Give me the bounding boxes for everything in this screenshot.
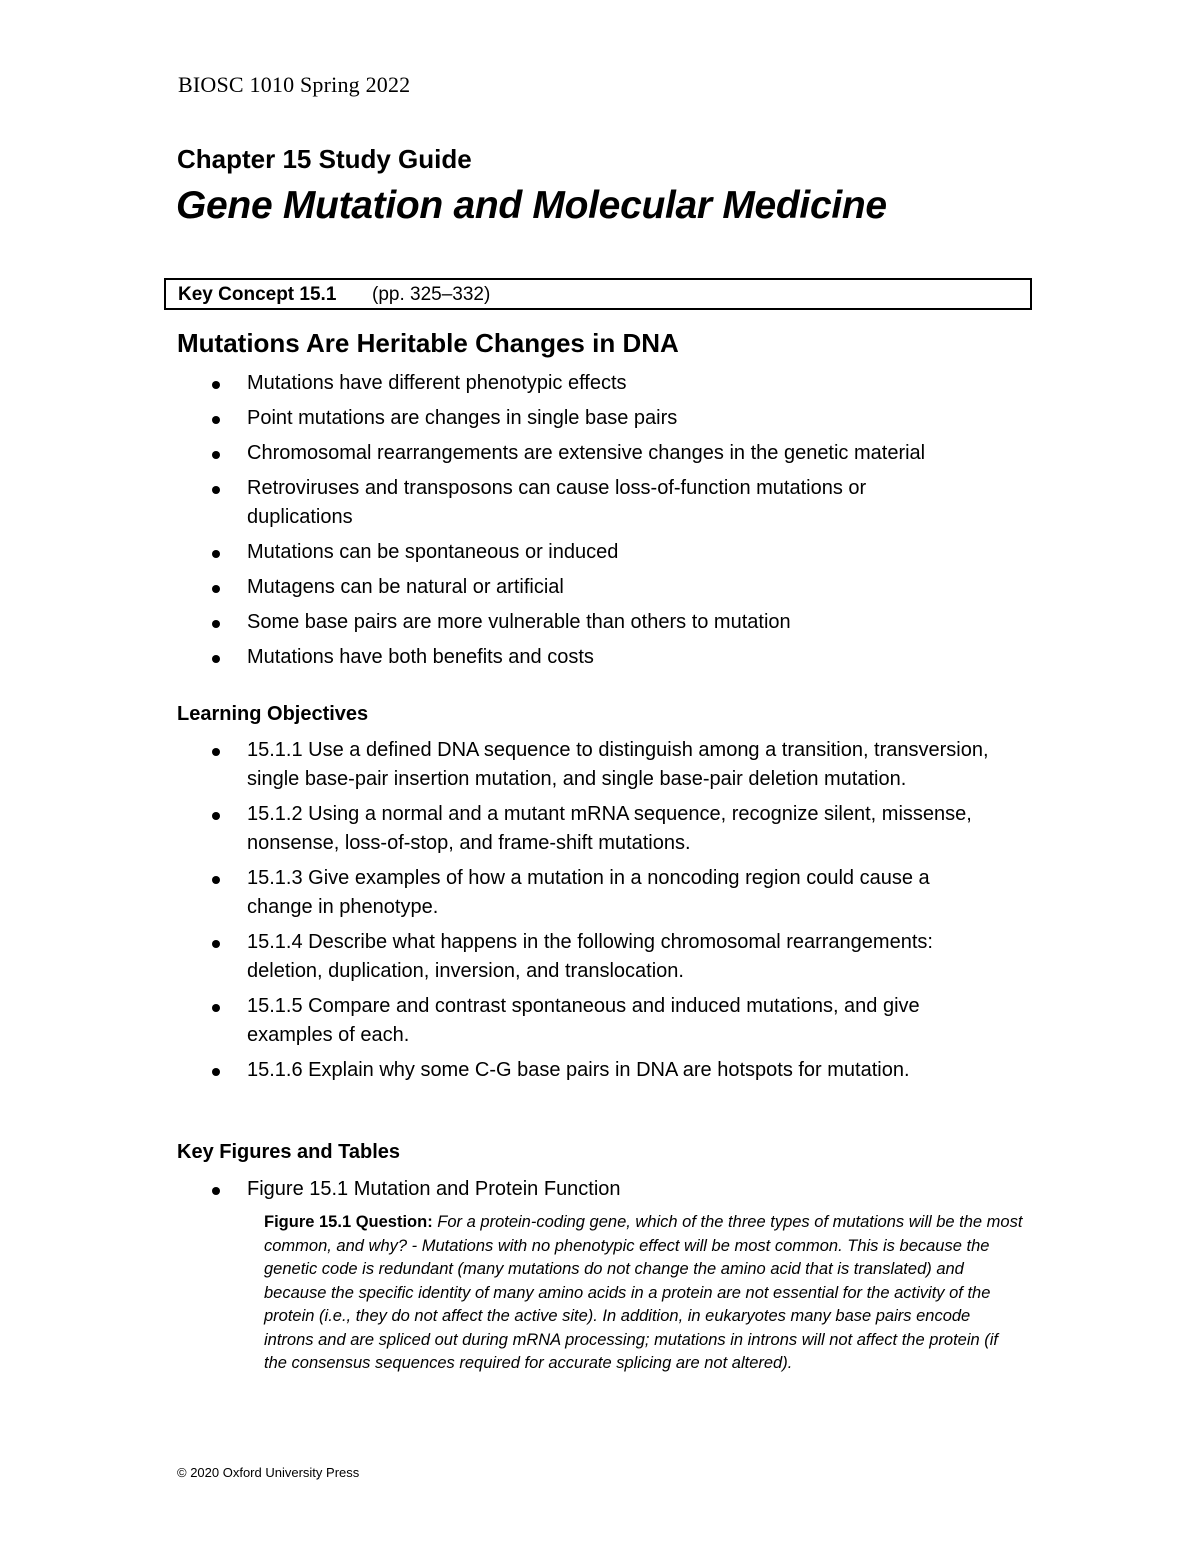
key-figures-list xyxy=(0,1175,1200,1204)
list-item-text: Some base pairs are more vulnerable than others to mutation xyxy=(247,611,791,633)
list-item-text: Figure 15.1 Mutation and Protein Function xyxy=(247,1178,621,1200)
learning-objectives-heading: Learning Objectives xyxy=(177,703,369,725)
list-item-text: 15.1.4 Describe what happens in the following chromosomal rearrangements: deletion, duplication, inversion, and translocation. xyxy=(247,931,933,982)
list-item-text: 15.1.6 Explain why some C-G base pairs in DNA are hotspots for mutation. xyxy=(247,1059,910,1081)
list-item xyxy=(0,643,1047,672)
list-item xyxy=(0,1175,1047,1204)
list-item xyxy=(0,474,937,532)
list-item-text: Point mutations are changes in single base pairs xyxy=(247,407,678,429)
list-item-text: 15.1.3 Give examples of how a mutation in a noncoding region could cause a change in phenotype. xyxy=(247,867,930,918)
figure-question xyxy=(264,1211,1024,1376)
list-item xyxy=(0,369,1047,398)
list-item-text: Mutations have both benefits and costs xyxy=(247,646,594,668)
bullet-icon xyxy=(212,451,220,459)
bullet-icon xyxy=(212,655,220,663)
list-item xyxy=(0,538,1047,567)
bullet-icon xyxy=(212,585,220,593)
list-item xyxy=(0,736,1007,794)
list-item-text: Retroviruses and transposons can cause loss-of-function mutations or duplications xyxy=(247,477,867,528)
list-item-text: 15.1.5 Compare and contrast spontaneous and induced mutations, and give examples of each. xyxy=(247,995,920,1046)
bullet-icon xyxy=(212,486,220,494)
figure-question-label: Figure 15.1 Question: xyxy=(264,1213,433,1231)
bullet-icon xyxy=(212,940,220,948)
chapter-label: Chapter 15 Study Guide xyxy=(177,144,472,174)
list-item xyxy=(0,573,1047,602)
bullet-icon xyxy=(212,812,220,820)
list-item-text: Mutations can be spontaneous or induced xyxy=(247,541,619,563)
concept-points-list xyxy=(0,369,1200,678)
chapter-title: Gene Mutation and Molecular Medicine xyxy=(176,184,887,227)
key-concept-pages: (pp. 325–332) xyxy=(372,284,491,305)
bullet-icon xyxy=(212,550,220,558)
copyright-footer: © 2020 Oxford University Press xyxy=(177,1465,360,1480)
list-item-text: Mutagens can be natural or artificial xyxy=(247,576,564,598)
key-figures-heading: Key Figures and Tables xyxy=(177,1141,401,1163)
figure-question-text: For a protein-coding gene, which of the three types of mutations will be the most common, and why? - Mutations with no phenotypic effect will be most common. This is because the genetic code is redundant (many mutations do not change the amino acid that is translated) and because the specific identity of many amino acids in a protein are not essential for the activity of the protein (i.e., they do not affect the active site). In addition, in eukaryotes many base pairs encode introns and are spliced out during mRNA processing; mutations in introns will not affect the protein (if the consensus sequences required for accurate splicing are not altered). xyxy=(264,1213,1023,1372)
key-concept-label: Key Concept 15.1 xyxy=(178,284,337,305)
list-item xyxy=(0,608,1047,637)
bullet-icon xyxy=(212,748,220,756)
list-item xyxy=(0,800,1027,858)
list-item xyxy=(0,404,1047,433)
bullet-icon xyxy=(212,876,220,884)
list-item-text: Mutations have different phenotypic effects xyxy=(247,372,627,394)
course-header: BIOSC 1010 Spring 2022 xyxy=(178,72,411,97)
section-heading: Mutations Are Heritable Changes in DNA xyxy=(177,328,679,358)
list-item-text: 15.1.1 Use a defined DNA sequence to distinguish among a transition, transversion, single base-pair insertion mutation, and single base-pair deletion mutation. xyxy=(247,739,989,790)
bullet-icon xyxy=(212,1004,220,1012)
bullet-icon xyxy=(212,1068,220,1076)
key-concept-box xyxy=(164,278,1032,310)
list-item xyxy=(0,992,987,1050)
list-item xyxy=(0,928,1007,986)
bullet-icon xyxy=(212,416,220,424)
list-item xyxy=(0,439,1047,468)
list-item-text: Chromosomal rearrangements are extensive changes in the genetic material xyxy=(247,442,926,464)
list-item xyxy=(0,1056,1027,1085)
bullet-icon xyxy=(212,1187,220,1195)
learning-objectives-list xyxy=(0,736,1200,1091)
list-item xyxy=(0,864,987,922)
list-item-text: 15.1.2 Using a normal and a mutant mRNA sequence, recognize silent, missense, nonsense, loss-of-stop, and frame-shift mutations. xyxy=(247,803,972,854)
bullet-icon xyxy=(212,381,220,389)
bullet-icon xyxy=(212,620,220,628)
